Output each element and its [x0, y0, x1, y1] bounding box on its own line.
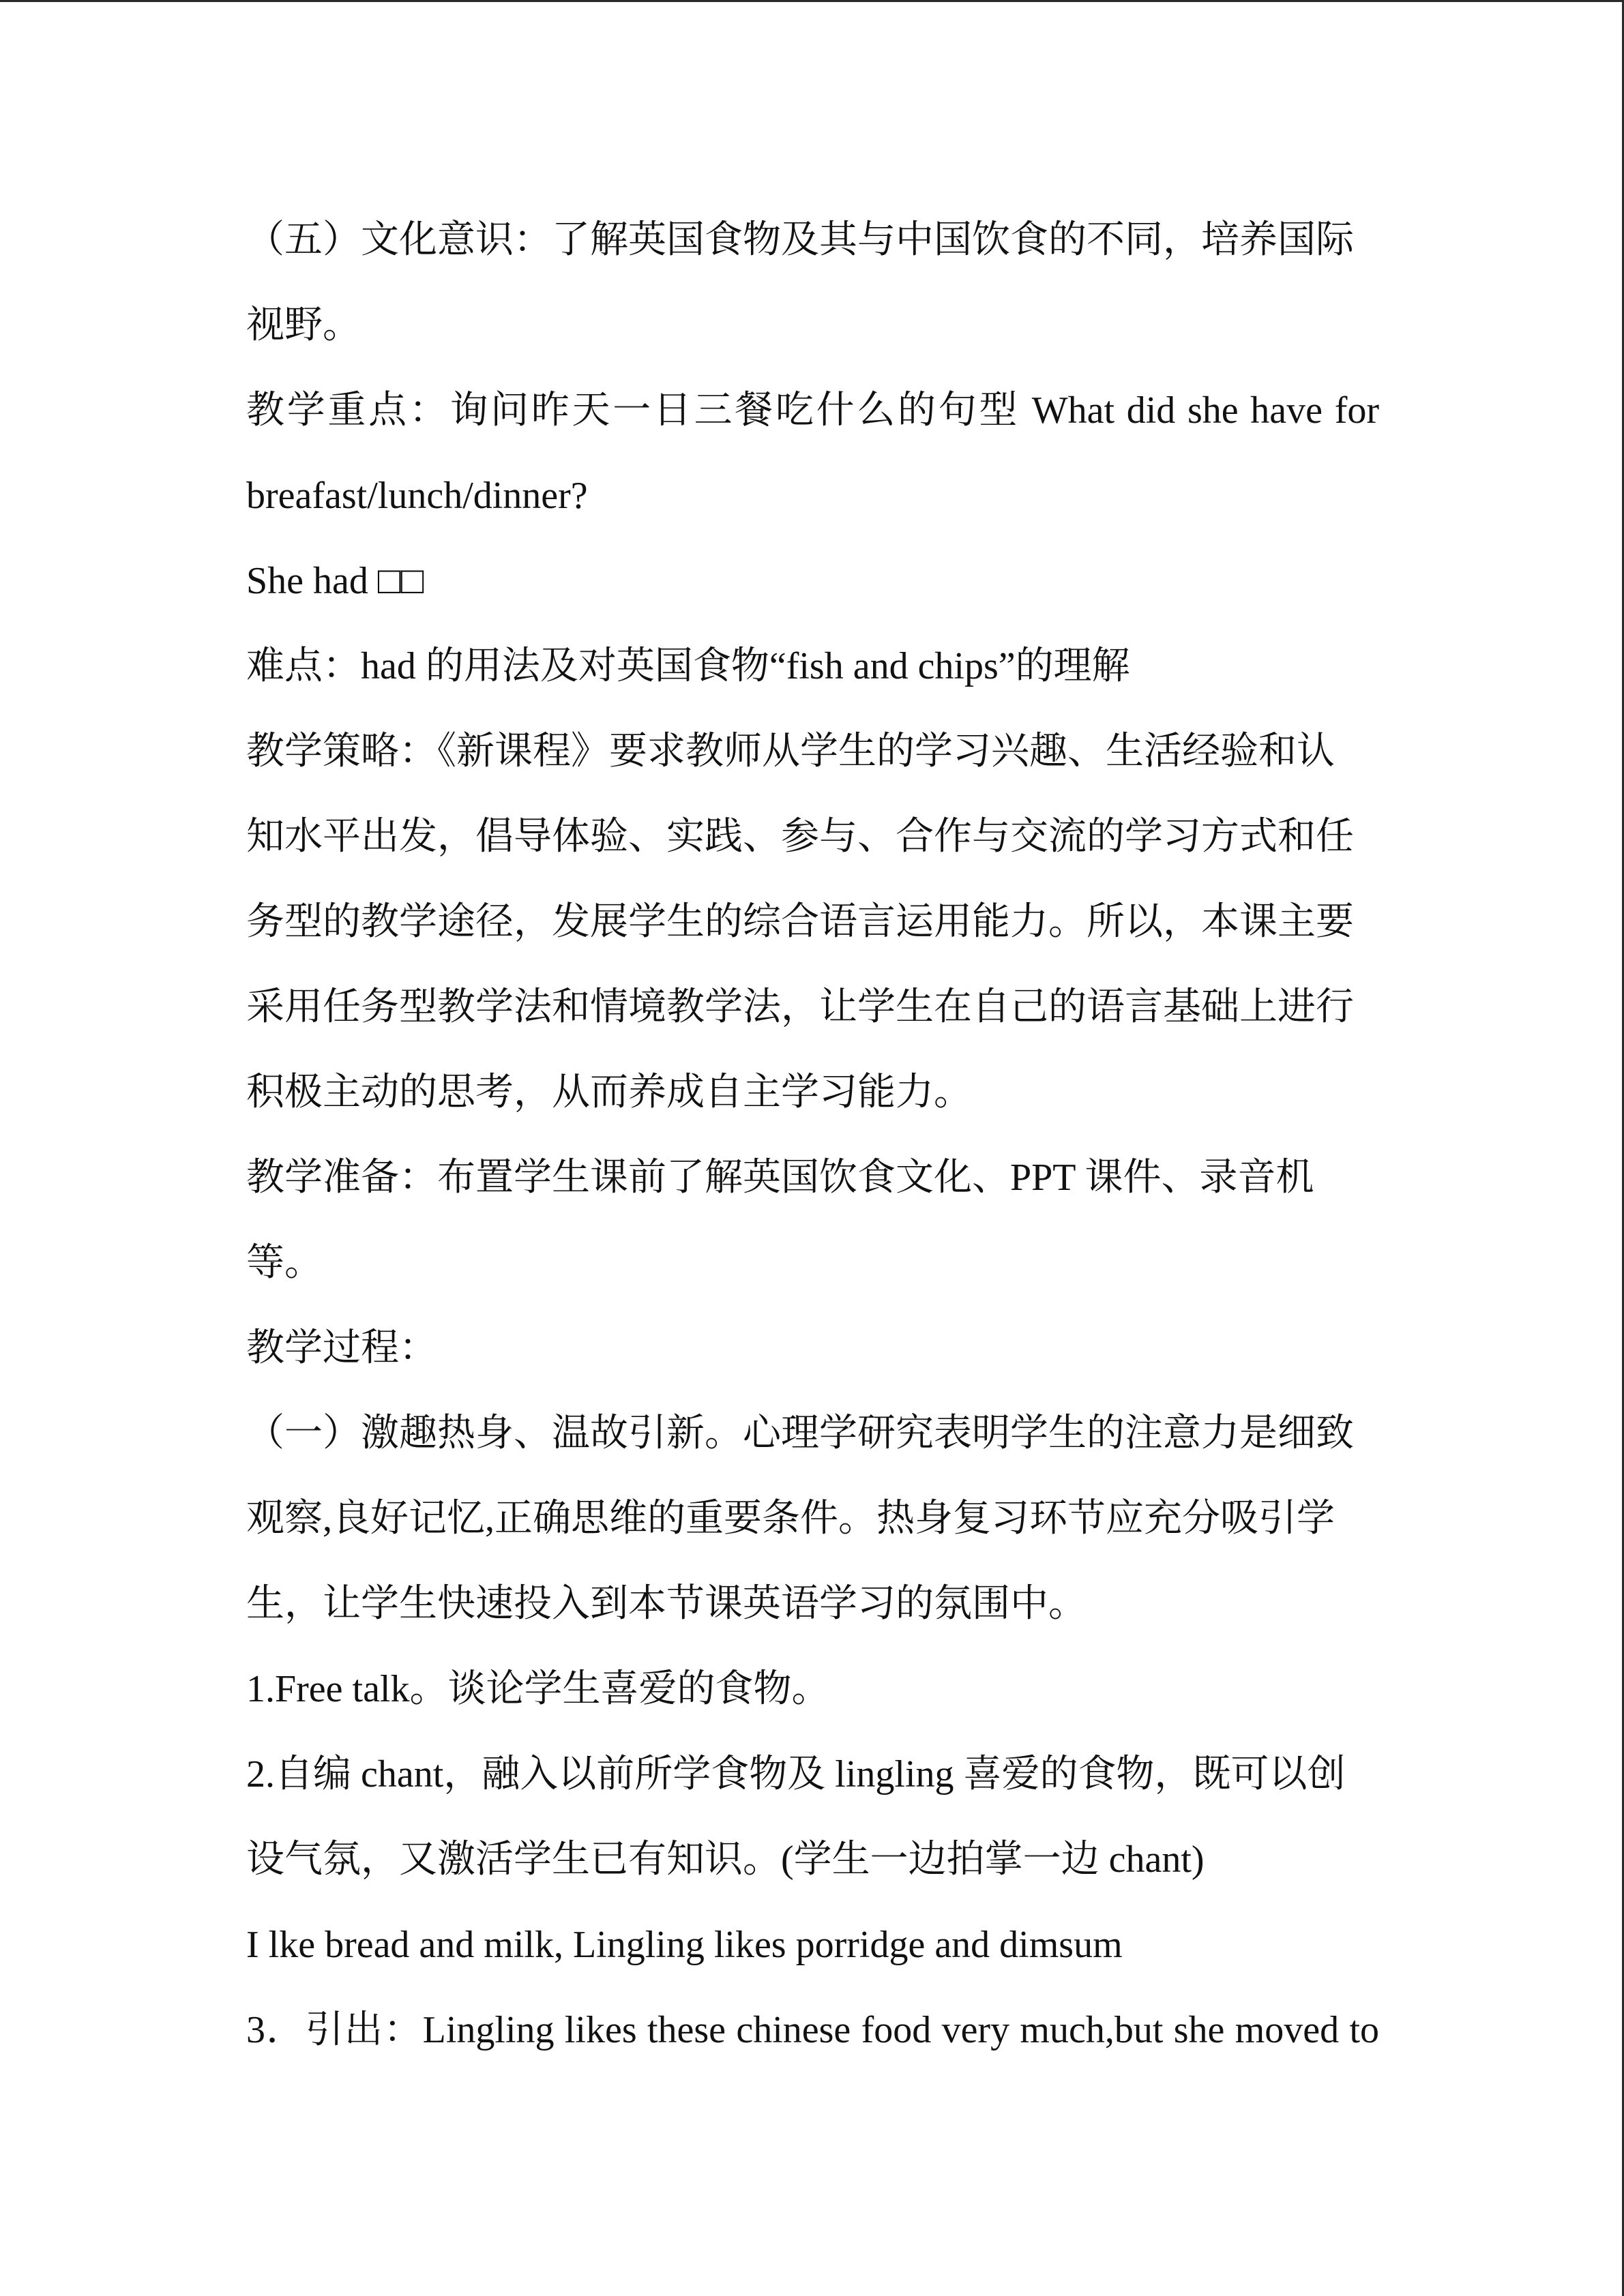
paragraph-sentence-pattern	[246, 539, 1379, 624]
paragraph-teaching-key-points	[246, 368, 1379, 539]
text-line: 1.Free talk。谈论学生喜爱的食物。	[246, 1668, 830, 1710]
text-line: 务型的教学途径，发展学生的综合语言运用能力。所以，本课主要	[246, 901, 1354, 943]
text-line: （一）激趣热身、温故引新。心理学研究表明学生的注意力是细致	[246, 1412, 1354, 1455]
text-line: （五）文化意识：了解英国食物及其与中国饮食的不同，培养国际	[246, 219, 1354, 261]
list-item-chant	[246, 1732, 1379, 1903]
text-line: 设气氛，又激活学生已有知识。(学生一边拍掌一边 chant)	[246, 1838, 1205, 1881]
text-line: 生，让学生快速投入到本节课英语学习的氛围中。	[246, 1583, 1087, 1625]
text-line: 积极主动的思考，从而养成自主学习能力。	[246, 1071, 972, 1114]
paragraph-warm-up	[246, 1391, 1379, 1647]
chant-text	[246, 1903, 1379, 1988]
paragraph-teaching-strategy	[246, 709, 1379, 1135]
text-line: I lke bread and milk, Lingling likes porridge and dimsum	[246, 1924, 1123, 1966]
list-item-free-talk	[246, 1647, 1379, 1732]
text-line: 知水平出发，倡导体验、实践、参与、合作与交流的学习方式和任	[246, 816, 1354, 858]
text-line: 难点：had 的用法及对英国食物“fish and chips”的理解	[246, 645, 1130, 687]
list-item-lead-in	[246, 1988, 1379, 2073]
paragraph-difficult-points	[246, 624, 1379, 709]
text-line: She had □□	[246, 560, 424, 602]
text-line: 教学过程：	[246, 1327, 437, 1369]
text-line: 教学策略：《新课程》要求教师从学生的学习兴趣、生活经验和认	[246, 730, 1335, 773]
text-line: 观察,良好记忆,正确思维的重要条件。热身复习环节应充分吸引学	[246, 1497, 1335, 1540]
heading-teaching-process	[246, 1306, 1379, 1391]
paragraph-cultural-awareness	[246, 198, 1379, 368]
text-line: 2.自编 chant，融入以前所学食物及 lingling 喜爱的食物，既可以创	[246, 1753, 1346, 1795]
paragraph-teaching-preparation	[246, 1135, 1379, 1306]
text-line: 教学重点：询问昨天一日三餐吃什么的句型 What did she have for	[246, 389, 1379, 432]
text-line: 视野。	[246, 304, 361, 346]
document-body	[246, 198, 1379, 2073]
text-line: 教学准备：布置学生课前了解英国饮食文化、PPT 课件、录音机	[246, 1157, 1314, 1199]
text-line: breafast/lunch/dinner?	[246, 475, 588, 517]
text-line: 等。	[246, 1242, 323, 1284]
text-line: 采用任务型教学法和情境教学法，让学生在自己的语言基础上进行	[246, 986, 1354, 1028]
text-line: 3．引出：Lingling likes these chinese food very much,but she moved to	[246, 2009, 1379, 2051]
